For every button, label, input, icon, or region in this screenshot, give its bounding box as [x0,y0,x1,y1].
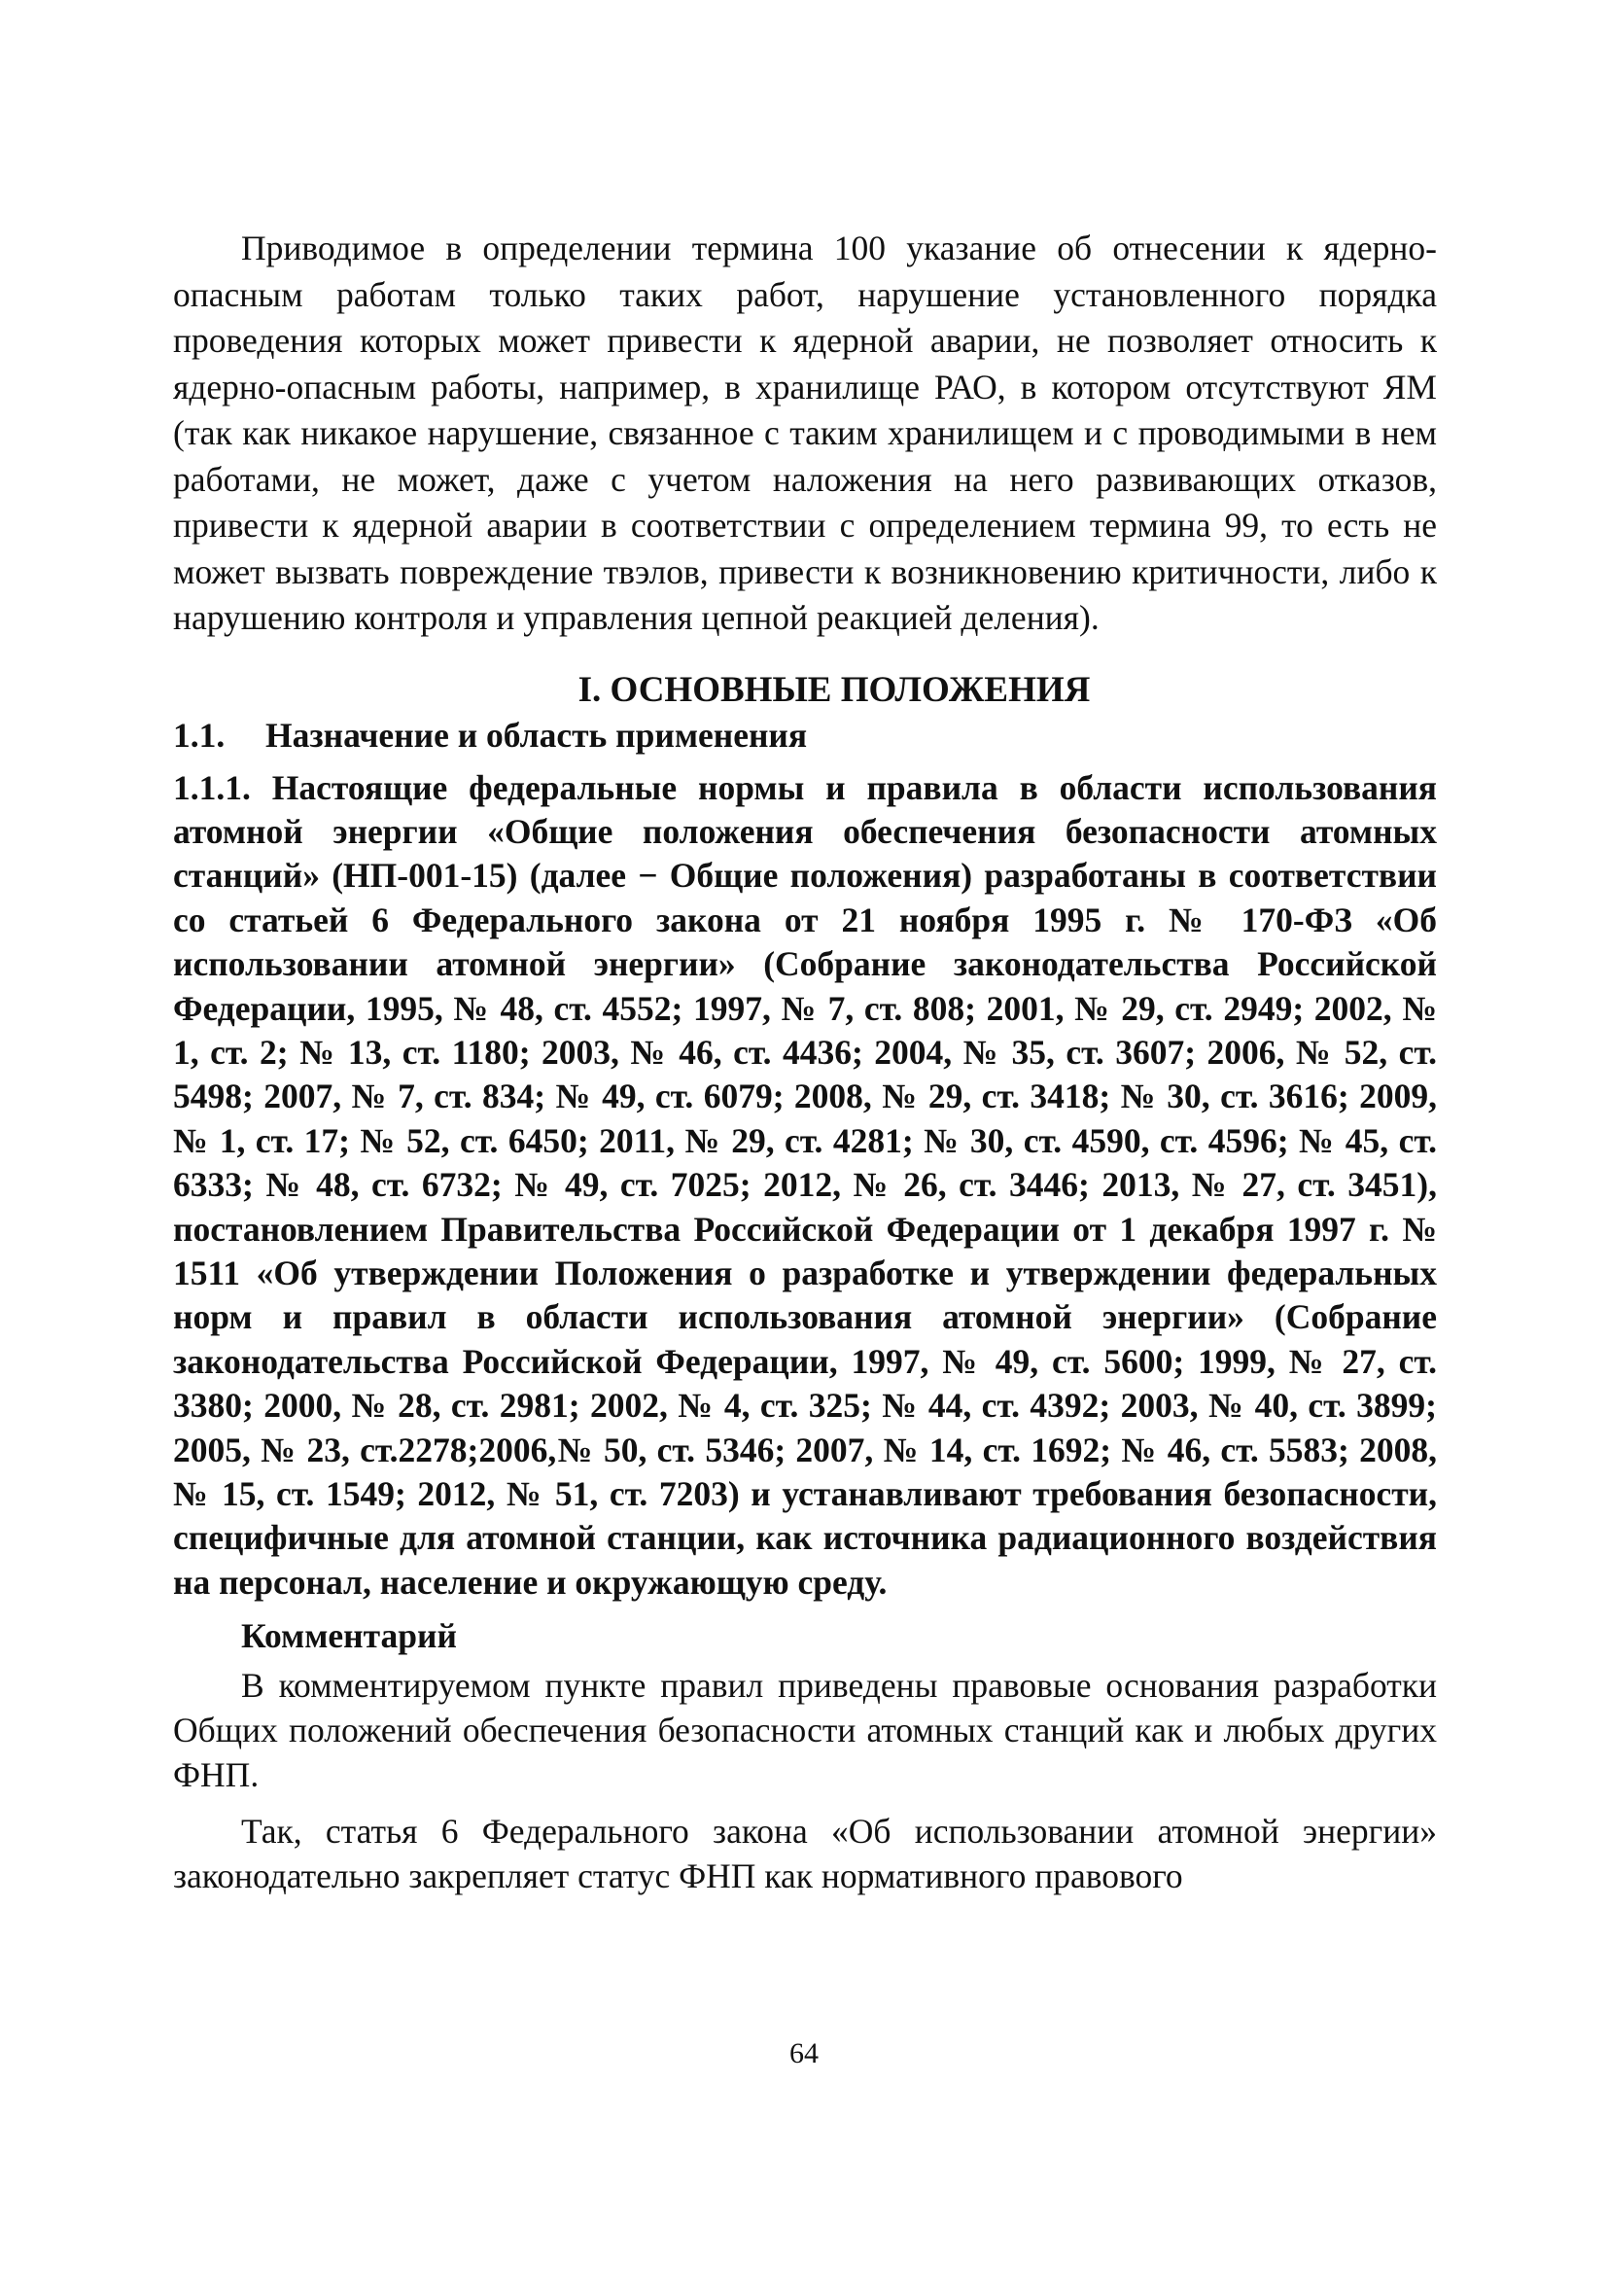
subsection-number: 1.1. [173,715,226,755]
section-title: I. ОСНОВНЫЕ ПОЛОЖЕНИЯ [577,669,1091,710]
subsection-heading [173,714,1437,757]
page-number: 64 [789,2037,819,2069]
intro-paragraph: Приводимое в определении термина 100 указание об отнесении к ядерно-опасным работам только таких работ, нарушение установленного порядка проведения которых может привести к ядерной аварии, не позволяет относить к ядерно-опасным работы, например, в хранилище РАО, в котором отсутствуют ЯМ (так как никакое нарушение, связанное с таким хранилищем и с проводимыми в нем работами, не может, даже с учетом наложения на него развивающих отказов, привести к ядерной аварии в соответствии с определением термина 99, то есть не может вызвать повреждение твэлов, привести к возникновению критичности, либо к нарушению контроля и управления цепной реакцией деления). [173,229,1437,637]
clause-1-1-1: 1.1.1. Настоящие федеральные нормы и правила в области использования атомной энергии «Общие положения обеспечения безопасности атомных станций» (НП-001-15) (далее − Общие положения) разработаны в соответствии со статьей 6 Федерального закона от 21 ноября 1995 г. № 170-ФЗ «Об использовании атомной энергии» (Собрание законодательства Российской Федерации, 1995, № 48, ст. 4552; 1997, № 7, ст. 808; 2001, № 29, ст. 2949; 2002, № 1, ст. 2; № 13, ст. 1180; 2003, № 46, ст. 4436; 2004, № 35, ст. 3607; 2006, № 52, ст. 5498; 2007, № 7, ст. 834; № 49, ст. 6079; 2008, № 29, ст. 3418; № 30, ст. 3616; 2009, № 1, ст. 17; № 52, ст. 6450; 2011, № 29, ст. 4281; № 30, ст. 4590, ст. 4596; № 45, ст. 6333; № 48, ст. 6732; № 49, ст. 7025; 2012, № 26, ст. 3446; 2013, № 27, ст. 3451), постановлением Правительства Российской Федерации от 1 декабря 1997 г. № 1511 «Об утверждении Положения о разработке и утверждении федеральных норм и правил в области использования атомной энергии» (Собрание законодательства Российской Федерации, 1997, № 49, ст. 5600; 1999, № 27, ст. 3380; 2000, № 28, ст. 2981; 2002, № 4, ст. 325; № 44, ст. 4392; 2003, № 40, ст. 3899; 2005, № 23, ст.2278;2006,№ 50, ст. 5346; 2007, № 14, ст. 1692; № 46, ст. 5583; 2008, № 15, ст. 1549; 2012, № 51, ст. 7203) и устанавливают требования безопасности, специфичные для атомной станции, как источника радиационного воздействия на персонал, население и окружающую среду. [173,767,1437,1602]
comment-heading: Комментарий [241,1616,457,1656]
comment-paragraph: Так, статья 6 Федерального закона «Об использовании атомной энергии» законодательно закрепляет статус ФНП как нормативного правового [173,1812,1437,1896]
comment-paragraph: В комментируемом пункте правил приведены правовые основания разработки Общих положений обеспечения безопасности атомных станций как и любых других ФНП. [173,1666,1437,1795]
subsection-title: Назначение и область применения [265,715,808,755]
page-content [173,226,1437,1910]
